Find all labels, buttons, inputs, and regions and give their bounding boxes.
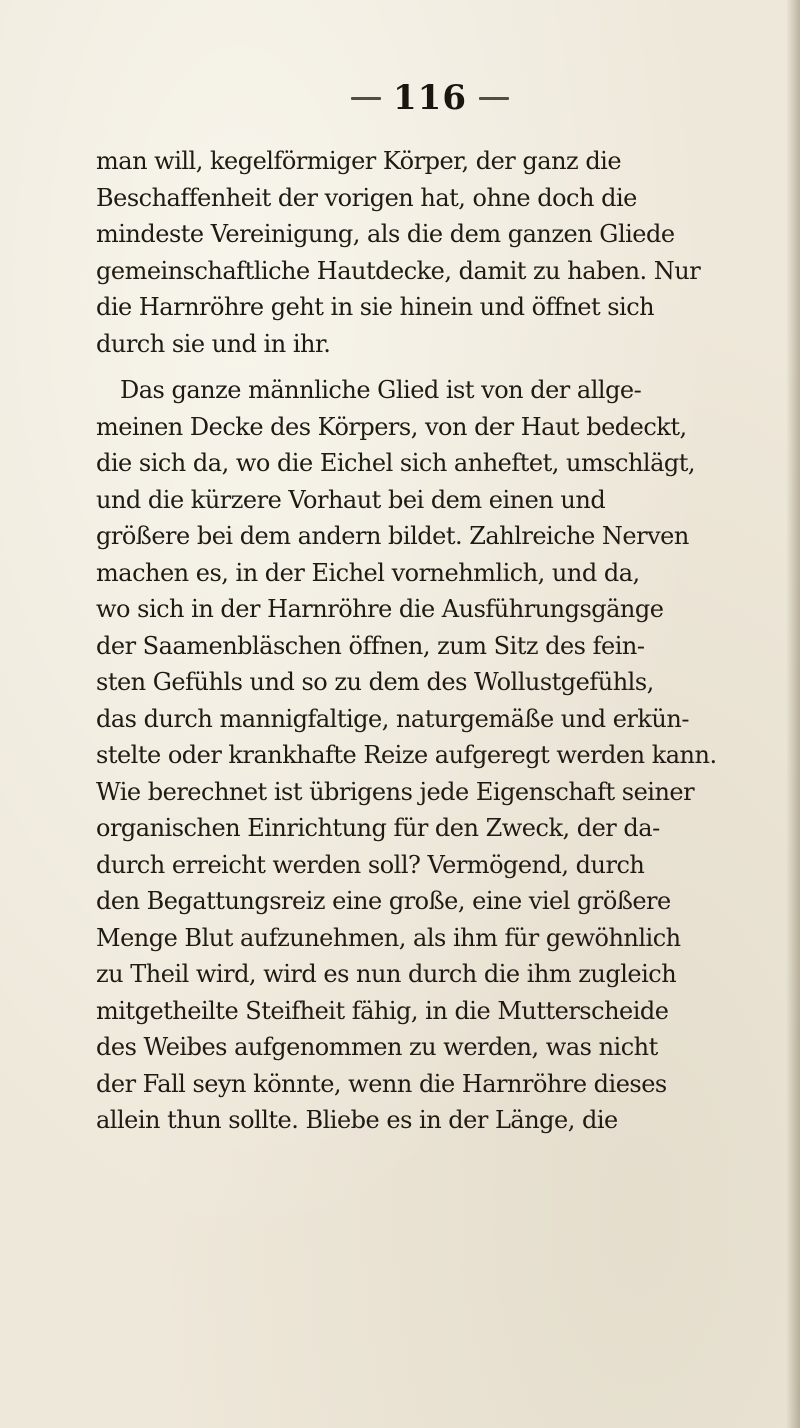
text-line: sten Gefühls und so zu dem des Wollustgefühls,: [96, 668, 654, 696]
paragraph-2: [96, 372, 776, 1139]
text-line: machen es, in der Eichel vornehmlich, und da,: [96, 558, 640, 587]
text-line: die sich da, wo die Eichel sich anheftet, umschlägt,: [96, 449, 696, 477]
text-line: stelte oder krankhafte Reize aufgeregt werden kann.: [96, 741, 717, 769]
text-line: durch erreicht werden soll? Vermögend, durch: [96, 850, 645, 879]
text-line: zu Theil wird, wird es nun durch die ihm zugleich: [96, 960, 677, 988]
text-line: Beschaffenheit der vorigen hat, ohne doch die: [96, 183, 637, 212]
paragraph-1: [96, 143, 776, 362]
page-header: [300, 78, 560, 118]
header-right-dash: [479, 97, 509, 100]
text-line: durch sie und in ihr.: [96, 329, 331, 358]
page-number: 116: [393, 78, 467, 118]
text-line: mitgetheilte Steifheit fähig, in die Mutterscheide: [96, 996, 669, 1025]
text-line: die Harnröhre geht in sie hinein und öffnet sich: [96, 293, 655, 321]
body-text: [96, 143, 776, 1413]
text-line: der Saamenbläschen öffnen, zum Sitz des fein-: [96, 631, 645, 660]
text-line: Wie berechnet ist übrigens jede Eigenschaft seiner: [96, 777, 695, 806]
paragraph-gap: [96, 362, 776, 372]
text-line: organischen Einrichtung für den Zweck, der da-: [96, 814, 660, 842]
text-line: größere bei dem andern bildet. Zahlreiche Nerven: [96, 522, 689, 550]
text-line: Menge Blut aufzunehmen, als ihm für gewöhnlich: [96, 923, 681, 952]
header-left-dash: [351, 97, 381, 100]
text-line: das durch mannigfaltige, naturgemäße und erkün-: [96, 704, 689, 733]
text-line: der Fall seyn könnte, wenn die Harnröhre dieses: [96, 1069, 667, 1098]
text-line: man will, kegelförmiger Körper, der ganz die: [96, 147, 622, 175]
text-line: gemeinschaftliche Hautdecke, damit zu haben. Nur: [96, 256, 701, 285]
page-edge-shadow: [786, 0, 800, 1428]
text-line: den Begattungsreiz eine große, eine viel größere: [96, 887, 671, 915]
text-line: Das ganze männliche Glied ist von der allge-: [120, 376, 642, 404]
text-line: mindeste Vereinigung, als die dem ganzen Gliede: [96, 220, 675, 248]
text-line: und die kürzere Vorhaut bei dem einen und: [96, 485, 606, 514]
text-line: meinen Decke des Körpers, von der Haut bedeckt,: [96, 412, 687, 441]
text-line: des Weibes aufgenommen zu werden, was nicht: [96, 1033, 658, 1061]
text-line: wo sich in der Harnröhre die Ausführungsgänge: [96, 595, 664, 623]
text-line: allein thun sollte. Bliebe es in der Länge, die: [96, 1106, 618, 1134]
